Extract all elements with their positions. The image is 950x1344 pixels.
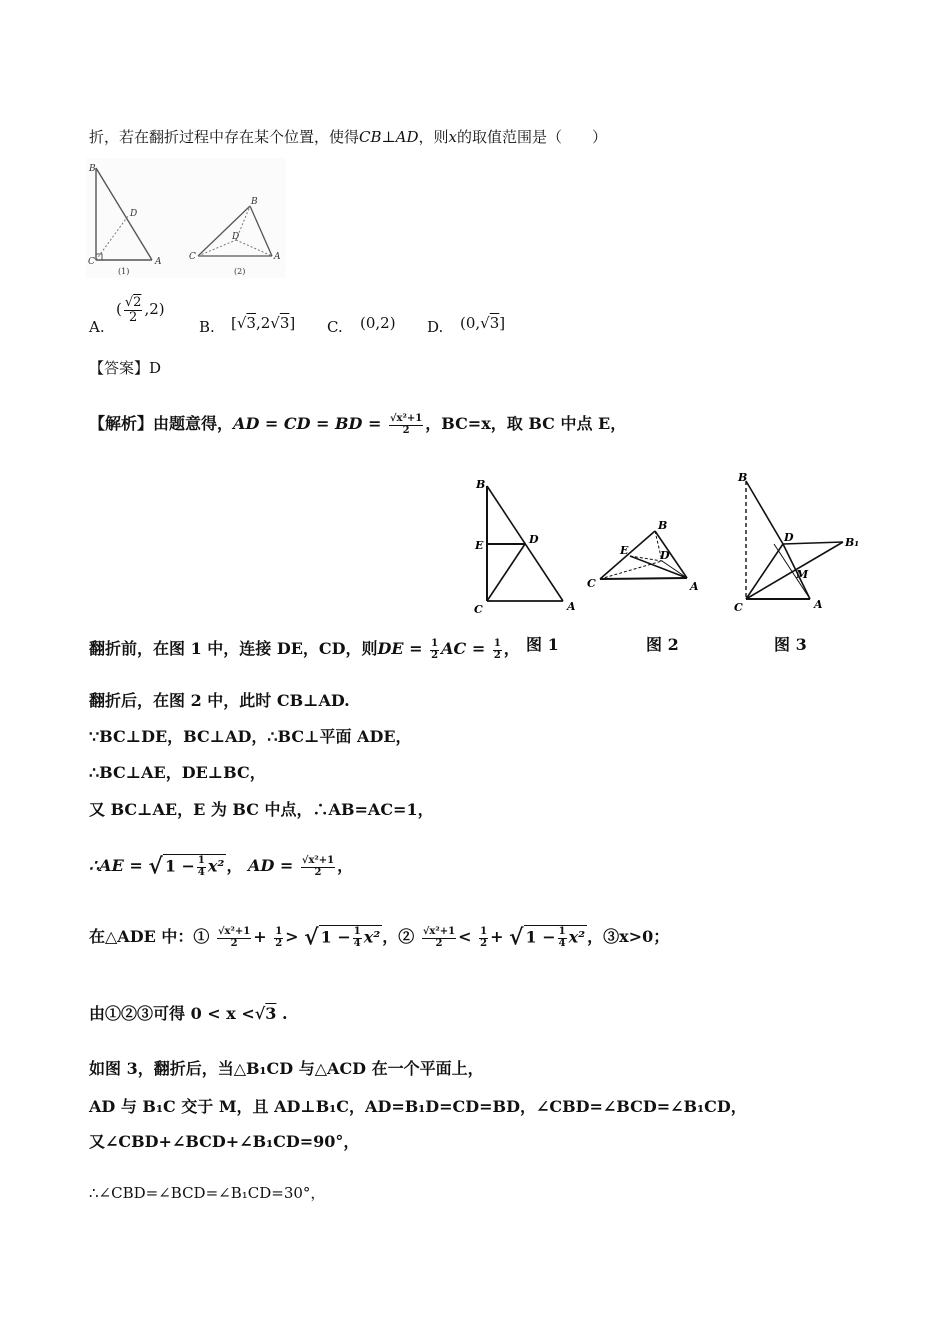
analysis-l8-frac3-top: 1 <box>353 925 361 937</box>
analysis-l8-frac2 <box>274 927 283 949</box>
analysis-line-11: AD 与 B₁C 交于 M，且 AD⊥B₁C，AD=B₁D=CD=BD，∠CBD=∠BCD=∠B₁CD， <box>89 1097 747 1116</box>
figure-caption-3: 图 3 <box>774 635 807 654</box>
stem-mid: ，则 <box>418 128 449 146</box>
fig3-label-m: M <box>796 568 809 581</box>
q-fig1-label-a: A <box>155 257 162 267</box>
analysis-l7-pre: ∴AE = <box>89 856 143 875</box>
analysis-l7-frac-top: 1 <box>197 854 205 866</box>
analysis-l8-gt: > <box>285 927 299 946</box>
question-stem <box>89 126 607 147</box>
analysis-l2-frac2-top: 1 <box>493 637 501 649</box>
stem-prefix: 折，若在翻折过程中存在某个位置，使得 <box>89 128 360 146</box>
analysis-l1-post: ，BC=x，取 BC 中点 E， <box>425 414 627 433</box>
analysis-l7-eq: AD = <box>248 856 294 875</box>
answer-value: D <box>149 359 162 377</box>
analysis-l8-frac1 <box>217 927 251 949</box>
analysis-l2-mid: AC = <box>441 639 486 658</box>
option-a-value <box>116 296 165 324</box>
option-b-label: B. <box>199 318 215 336</box>
analysis-l2-end: ， <box>503 639 520 658</box>
analysis-l8-rad1: 1 − <box>320 927 351 946</box>
analysis-l9-rad: 3 <box>265 1004 277 1023</box>
analysis-l7-sep: ， <box>226 856 243 875</box>
analysis-l1-frac-bot: 2 <box>402 424 410 436</box>
analysis-l8-pre: 在△ADE 中：① <box>89 927 210 946</box>
q-fig2-label-b: B <box>251 197 258 207</box>
analysis-l9-pre: 由①②③可得 0 < x < <box>89 1004 255 1023</box>
analysis-l8-frac2-top: 1 <box>275 925 283 937</box>
analysis-l7-x2: x² <box>207 856 225 875</box>
option-b-close: ] <box>289 314 296 332</box>
cond-ad: AD <box>395 128 419 146</box>
fig1-label-b: B <box>476 478 486 491</box>
option-a-frac: $\frac{√2}{2}$ <box>124 295 142 325</box>
figure-caption-2: 图 2 <box>646 635 679 654</box>
var-x: x <box>448 128 457 146</box>
analysis-l8-frac4-top: √x²+1 <box>422 925 456 937</box>
analysis-l7-rad: 1 − <box>164 856 195 875</box>
option-d-label: D. <box>427 318 444 336</box>
analysis-l1-frac-top: √x²+1 <box>389 412 423 424</box>
analysis-l7-frac-bot: 4 <box>197 866 205 878</box>
option-c <box>327 318 343 336</box>
option-d-close: ] <box>499 314 506 332</box>
analysis-l8-frac3 <box>353 927 362 949</box>
q-fig1-label-c: C <box>88 257 95 267</box>
analysis-l2-frac1 <box>430 639 439 661</box>
analysis-l8-plus2: + <box>490 927 504 946</box>
answer-bracket: 【答案】 <box>89 359 150 377</box>
solution-figures <box>470 466 870 656</box>
figure-caption-1: 图 1 <box>526 635 559 654</box>
analysis-line-6: 又 BC⊥AE，E 为 BC 中点，∴AB=AC=1， <box>89 800 434 819</box>
analysis-l8-frac4 <box>422 927 456 949</box>
analysis-line-1 <box>89 411 626 436</box>
fig1-label-e: E <box>475 539 484 552</box>
fig3-label-d: D <box>784 531 794 544</box>
analysis-l8-frac3-bot: 4 <box>353 937 361 949</box>
analysis-l8-frac1-bot: 2 <box>230 937 238 949</box>
fig1-label-a: A <box>567 600 576 613</box>
cond-perp: ⊥ <box>381 128 396 146</box>
option-b <box>199 318 215 336</box>
fig3-label-c: C <box>734 601 743 614</box>
analysis-l8-lt: < <box>458 927 472 946</box>
analysis-l2-frac1-bot: 2 <box>431 649 439 661</box>
q-fig1-label-d: D <box>130 209 138 219</box>
analysis-line-2 <box>89 636 520 661</box>
analysis-l8-frac1-top: √x²+1 <box>217 925 251 937</box>
option-c-label: C. <box>327 318 343 336</box>
analysis-l8-c3: ，③x>0； <box>587 927 670 946</box>
fig1-label-c: C <box>474 603 483 616</box>
option-a-den: 2 <box>129 310 138 325</box>
fig3-label-a: A <box>814 598 823 611</box>
analysis-l8-rad2: 1 − <box>525 927 556 946</box>
option-d-open: (0, <box>460 314 481 332</box>
option-a-open: ( <box>116 300 122 318</box>
analysis-line-4: ∵BC⊥DE，BC⊥AD，∴BC⊥平面 ADE， <box>89 727 412 746</box>
analysis-l7-ad-frac <box>301 856 335 878</box>
analysis-l7-end: ， <box>337 856 354 875</box>
analysis-l2-frac2 <box>493 639 502 661</box>
analysis-l8-frac5-top: 1 <box>480 925 488 937</box>
analysis-l8-c2: ，② <box>382 927 415 946</box>
analysis-l8-frac5-bot: 2 <box>480 937 488 949</box>
q-fig2-label-d: D <box>232 232 240 242</box>
analysis-line-7: ∴AE = √ 1 − $\frac{1}{4}$ x² ， AD = $\frac{\text{√x²+1}}{2}$ ， <box>89 853 354 880</box>
analysis-l8-frac6-bot: 4 <box>558 937 566 949</box>
analysis-l8-frac2-bot: 2 <box>275 937 283 949</box>
q-fig1-number: (1) <box>118 267 130 276</box>
analysis-l8-frac5 <box>479 927 488 949</box>
cond-cb: CB <box>359 128 382 146</box>
q-fig2-number: (2) <box>234 267 246 276</box>
analysis-l2-frac2-bot: 2 <box>493 649 501 661</box>
analysis-l8-x2b: x² <box>568 927 586 946</box>
option-a-num: 2 <box>133 295 142 310</box>
analysis-l7-ad-frac-bot: 2 <box>314 866 322 878</box>
analysis-line-5: ∴BC⊥AE，DE⊥BC， <box>89 763 266 782</box>
option-d <box>427 318 443 336</box>
question-figure <box>86 158 286 278</box>
analysis-line-9: 由①②③可得 0 < x <√3 . <box>89 1004 288 1023</box>
analysis-l8-frac6 <box>558 927 567 949</box>
stem-suffix: 的取值范围是（ ） <box>456 128 607 146</box>
option-c-text: (0,2) <box>360 314 396 332</box>
analysis-l8-frac4-bot: 2 <box>435 937 443 949</box>
option-a-label: A. <box>89 318 105 336</box>
analysis-line-8: 在△ADE 中：① $\frac{\text{√x²+1}}{2}$ + $\frac{1}{2}$ > √ 1 − $\frac{1}{4}$ x² ，② $\frac{\text{√x²+1}}{2}$ < $\frac{1}{2}$ + √ 1 − $\frac{1}{4}$ x² ，③x>0； <box>89 924 670 951</box>
analysis-l1-frac <box>389 414 423 436</box>
analysis-l8-plus: + <box>253 927 267 946</box>
fig3-label-b: B <box>738 471 748 484</box>
fig3-label-b1: B₁ <box>845 536 860 549</box>
analysis-l2-pre: 翻折前，在图 1 中，连接 DE，CD，则 <box>89 639 378 658</box>
analysis-l9-end: . <box>282 1004 288 1023</box>
option-b-rad2: 3 <box>279 314 290 332</box>
analysis-bracket: 【解析】 <box>89 414 154 433</box>
option-a <box>89 318 105 336</box>
answer-line <box>89 357 161 378</box>
analysis-l7-ad-frac-top: √x²+1 <box>301 854 335 866</box>
fig1-label-d: D <box>529 533 539 546</box>
analysis-l2-eq: DE = <box>377 639 423 658</box>
option-b-value: [√3,2√3] <box>231 314 296 332</box>
analysis-l1-eq: AD = CD = BD = <box>233 414 382 433</box>
q-fig2-label-a: A <box>274 252 281 262</box>
option-d-value: (0,√3] <box>460 314 506 332</box>
analysis-line-10: 如图 3，翻折后，当△B₁CD 与△ACD 在一个平面上， <box>89 1059 484 1078</box>
option-d-rad: 3 <box>489 314 500 332</box>
analysis-l8-x2a: x² <box>363 927 381 946</box>
analysis-l8-frac6-top: 1 <box>558 925 566 937</box>
analysis-l1-pre: 由题意得， <box>153 414 234 433</box>
option-c-value <box>360 314 396 332</box>
fig2-label-d: D <box>660 549 670 562</box>
option-b-open: [ <box>231 314 237 332</box>
analysis-line-13: ∴∠CBD=∠BCD=∠B₁CD=30°， <box>89 1184 326 1202</box>
analysis-line-12: 又∠CBD+∠BCD+∠B₁CD=90°， <box>89 1132 360 1151</box>
q-fig1-label-b: B <box>89 164 96 174</box>
fig2-label-a: A <box>690 580 699 593</box>
analysis-l7-frac <box>197 856 206 878</box>
option-b-rad1: 3 <box>246 314 256 332</box>
fig2-label-b: B <box>658 519 668 532</box>
option-a-rest: ,2) <box>144 300 165 318</box>
fig2-label-c: C <box>587 577 596 590</box>
analysis-l2-frac1-top: 1 <box>431 637 439 649</box>
option-b-mid: ,2 <box>255 314 271 332</box>
analysis-line-3: 翻折后，在图 2 中，此时 CB⊥AD. <box>89 691 350 710</box>
q-fig2-label-c: C <box>189 252 196 262</box>
fig2-label-e: E <box>620 544 629 557</box>
